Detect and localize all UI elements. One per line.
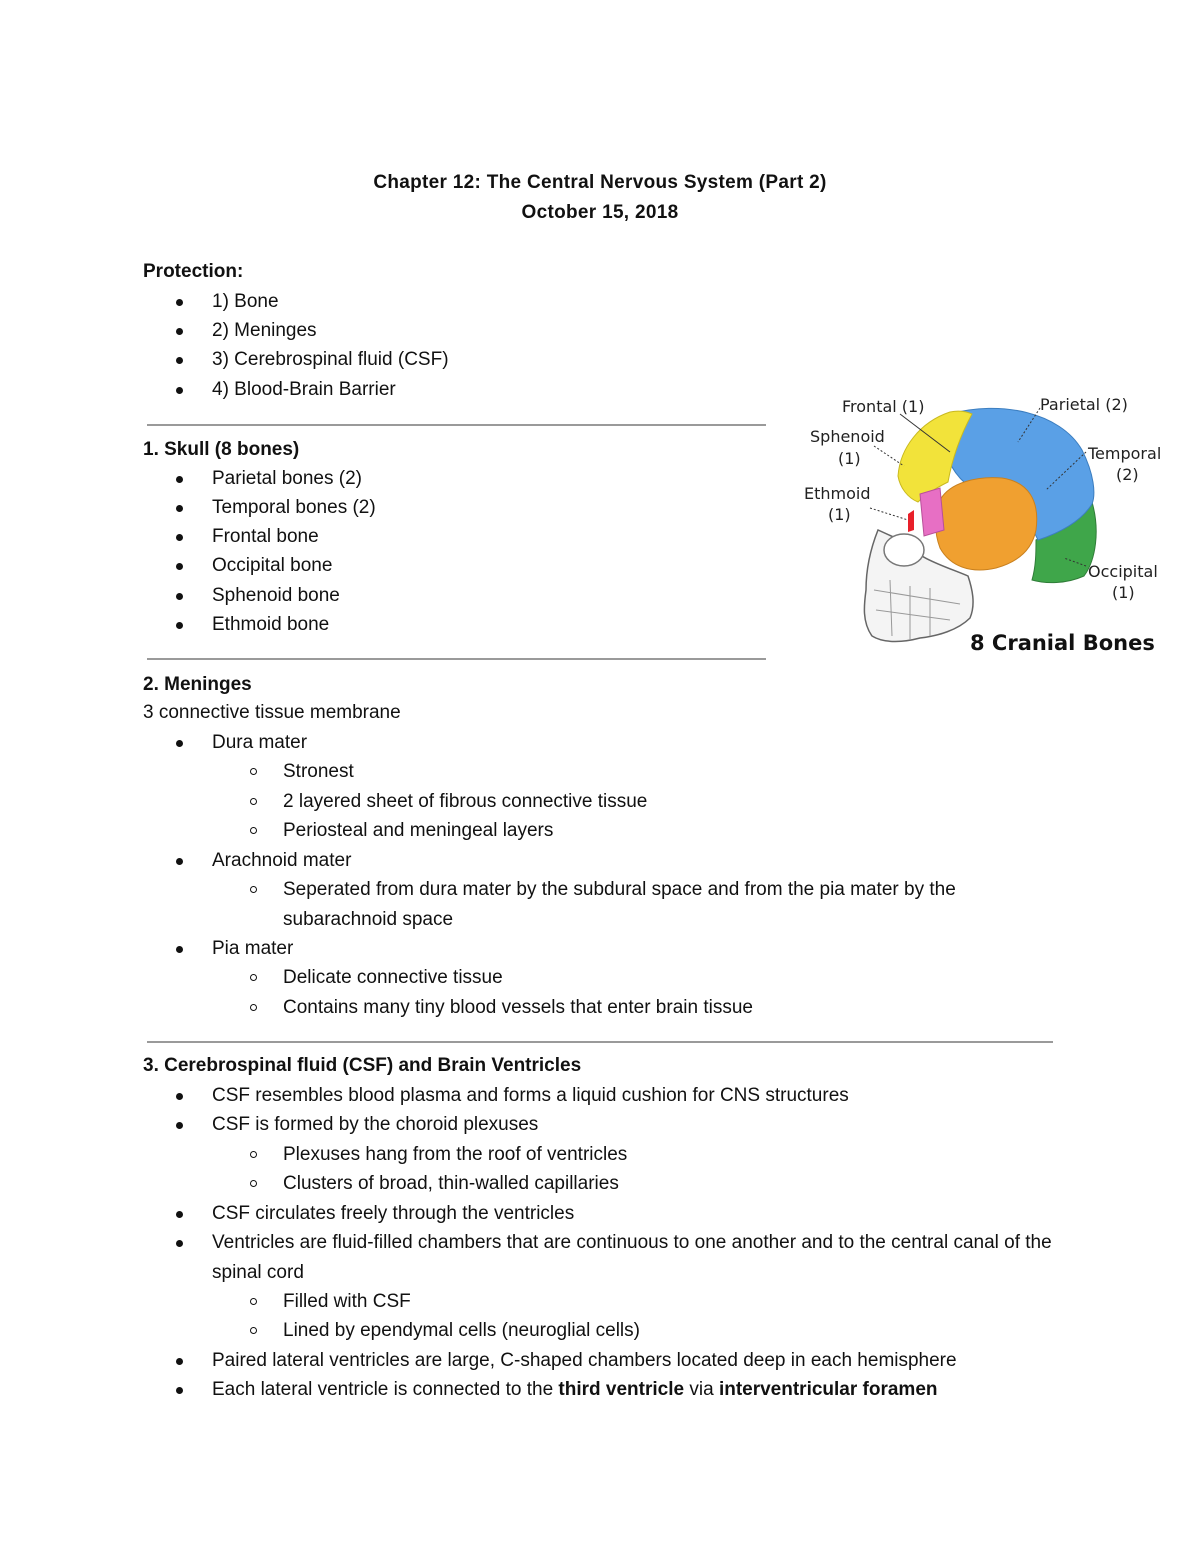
- label-ethmoid: Ethmoid: [804, 484, 871, 503]
- bullet-icon: [176, 1211, 183, 1218]
- sub-list-item: Delicate connective tissue: [283, 963, 503, 993]
- bullet-icon: [176, 740, 183, 747]
- protection-heading: Protection:: [143, 261, 244, 282]
- list-item: CSF resembles blood plasma and forms a liquid cushion for CNS structures: [212, 1081, 849, 1111]
- sub-bullet-icon: [250, 768, 257, 775]
- bullet-icon: [176, 476, 183, 483]
- list-item: 1) Bone: [212, 287, 279, 317]
- meninges-intro: 3 connective tissue membrane: [143, 702, 401, 723]
- label-temporal-count: (2): [1116, 465, 1139, 484]
- list-item: 3) Cerebrospinal fluid (CSF): [212, 345, 449, 375]
- bullet-icon: [176, 593, 183, 600]
- list-item: CSF is formed by the choroid plexuses: [212, 1110, 538, 1140]
- label-parietal: Parietal (2): [1040, 395, 1128, 414]
- bullet-icon: [176, 505, 183, 512]
- list-item: Dura mater: [212, 728, 307, 758]
- sub-bullet-icon: [250, 1327, 257, 1334]
- list-item: Paired lateral ventricles are large, C-shaped chambers located deep in each hemisphere: [212, 1346, 957, 1376]
- document-date: October 15, 2018: [521, 202, 679, 223]
- sub-list-item: Contains many tiny blood vessels that enter brain tissue: [283, 993, 753, 1023]
- label-sphenoid: Sphenoid: [810, 427, 885, 446]
- sub-bullet-icon: [250, 1151, 257, 1158]
- list-item: Ethmoid bone: [212, 610, 329, 640]
- sub-list-item: Stronest: [283, 757, 354, 787]
- list-item: 4) Blood-Brain Barrier: [212, 375, 396, 405]
- bullet-icon: [176, 387, 183, 394]
- bullet-icon: [176, 563, 183, 570]
- sub-list-item: Plexuses hang from the roof of ventricles: [283, 1140, 627, 1170]
- label-occipital-count: (1): [1112, 583, 1135, 602]
- bullet-icon: [176, 299, 183, 306]
- section-divider: [147, 1041, 1053, 1043]
- meninges-heading: 2. Meninges: [143, 674, 252, 695]
- section-divider: [147, 424, 766, 426]
- sub-bullet-icon: [250, 827, 257, 834]
- sub-list-item: Lined by ependymal cells (neuroglial cells): [283, 1316, 640, 1346]
- bullet-icon: [176, 1358, 183, 1365]
- sub-bullet-icon: [250, 1180, 257, 1187]
- sub-list-item: Clusters of broad, thin-walled capillaries: [283, 1169, 619, 1199]
- csf-heading: 3. Cerebrospinal fluid (CSF) and Brain Ventricles: [143, 1055, 582, 1076]
- label-ethmoid-count: (1): [828, 505, 851, 524]
- sub-list-item: Filled with CSF: [283, 1287, 411, 1317]
- section-divider: [147, 658, 766, 660]
- list-item: 2) Meninges: [212, 316, 317, 346]
- document-title: Chapter 12: The Central Nervous System (Part 2): [373, 172, 827, 193]
- list-item: Frontal bone: [212, 522, 319, 552]
- list-item: Ventricles are fluid-filled chambers that are continuous to one another and to the central canal of the spinal cord: [212, 1228, 1062, 1287]
- sub-list-item: Seperated from dura mater by the subdural space and from the pia mater by the subarachnoid space: [283, 875, 1073, 934]
- list-item: Occipital bone: [212, 551, 332, 581]
- sub-bullet-icon: [250, 886, 257, 893]
- bullet-icon: [176, 858, 183, 865]
- bullet-icon: [176, 328, 183, 335]
- list-item: Pia mater: [212, 934, 293, 964]
- bullet-icon: [176, 357, 183, 364]
- list-item: Arachnoid mater: [212, 846, 351, 876]
- label-occipital: Occipital: [1088, 562, 1158, 581]
- temporal-bone: [936, 478, 1037, 570]
- label-sphenoid-count: (1): [838, 449, 861, 468]
- bullet-icon: [176, 1387, 183, 1394]
- figure-caption: 8 Cranial Bones: [970, 631, 1155, 655]
- bullet-icon: [176, 534, 183, 541]
- sub-bullet-icon: [250, 974, 257, 981]
- sub-list-item: Periosteal and meningeal layers: [283, 816, 553, 846]
- sub-bullet-icon: [250, 798, 257, 805]
- sphenoid-bone: [920, 488, 944, 536]
- bullet-icon: [176, 946, 183, 953]
- list-item: Each lateral ventricle is connected to the third ventricle via interventricular foramen: [212, 1375, 938, 1405]
- list-item: CSF circulates freely through the ventricles: [212, 1199, 574, 1229]
- sub-list-item: 2 layered sheet of fibrous connective tissue: [283, 787, 647, 817]
- bullet-icon: [176, 1240, 183, 1247]
- bullet-icon: [176, 1122, 183, 1129]
- ethmoid-bone: [908, 510, 914, 532]
- sub-bullet-icon: [250, 1298, 257, 1305]
- eye-socket: [884, 534, 924, 566]
- label-temporal: Temporal: [1088, 444, 1162, 463]
- list-item: Parietal bones (2): [212, 464, 362, 494]
- cranial-bones-figure: [800, 390, 1170, 660]
- bullet-icon: [176, 1093, 183, 1100]
- label-frontal: Frontal (1): [842, 397, 925, 416]
- list-item: Temporal bones (2): [212, 493, 376, 523]
- skull-heading: 1. Skull (8 bones): [143, 439, 300, 460]
- list-item: Sphenoid bone: [212, 581, 340, 611]
- bullet-icon: [176, 622, 183, 629]
- sub-bullet-icon: [250, 1004, 257, 1011]
